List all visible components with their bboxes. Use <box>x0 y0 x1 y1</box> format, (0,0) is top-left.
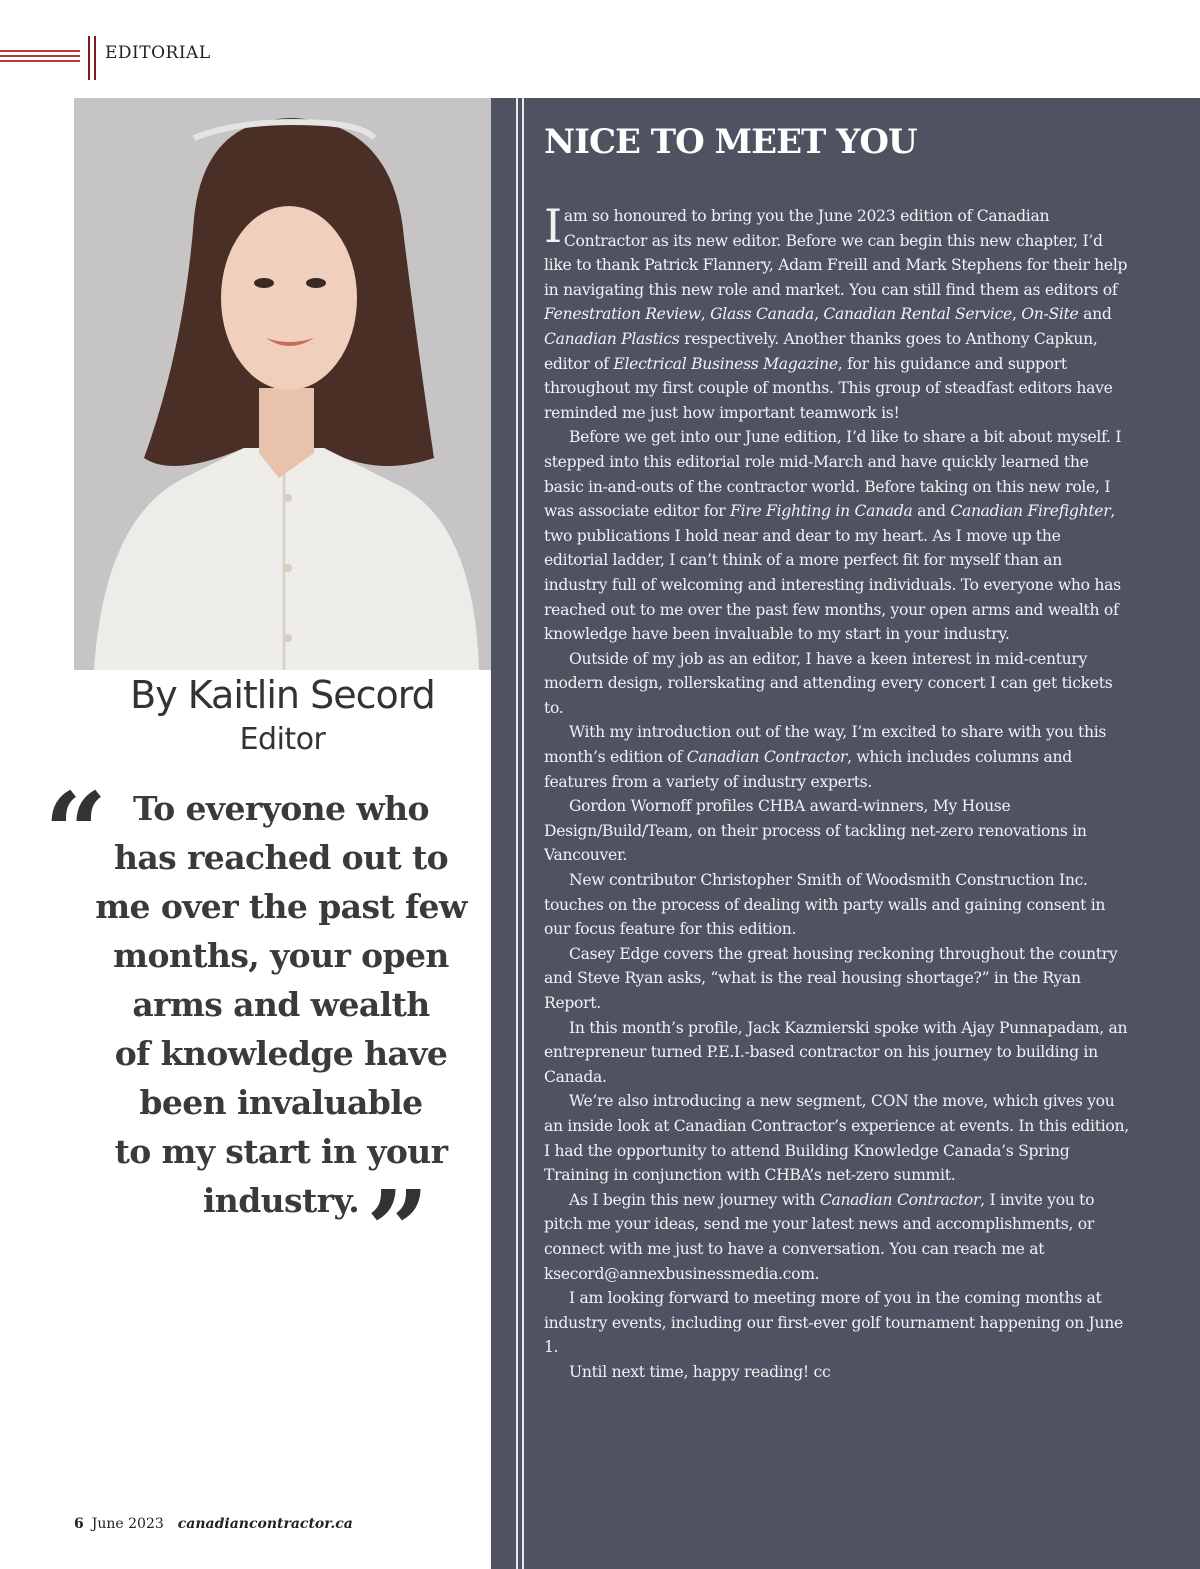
pull-quote-line: of knowledge have <box>114 1034 448 1073</box>
pull-quote-line: arms and wealth <box>132 985 430 1024</box>
paragraph: Outside of my job as an editor, I have a keen interest in mid-century modern design, rollerskating and attending every concert I can get tickets to. <box>544 649 1113 717</box>
text: and <box>912 502 951 521</box>
pull-quote-line: industry. <box>202 1181 360 1220</box>
open-quote-icon: “ <box>44 768 108 897</box>
text: Before we get into our June edition, I’d like to share a bit about myself. I stepped into this editorial role mid-March and have quickly learned the basic in-and-outs of the contractor world. Before taking on this new role, I was associate editor for <box>544 428 1122 521</box>
paragraph: In this month’s profile, Jack Kazmierski spoke with Ajay Punnapadam, an entrepreneur turned P.E.I.-based contractor on his journey to building in Canada. <box>544 1018 1128 1086</box>
paragraph: Casey Edge covers the great housing reckoning throughout the country and Steve Ryan asks, “what is the real housing shortage?” in the Ryan Report. <box>544 944 1118 1012</box>
header-vertical-rule <box>88 36 98 80</box>
portrait-illustration <box>74 98 491 670</box>
page-footer <box>74 1516 353 1532</box>
text: , I invite you to pitch me your ideas, send me your latest news and accomplishments, or connect with me just to have a conversation. You can reach me at ksecord@annexbusinessmedia.com. <box>544 1190 1095 1283</box>
pull-quote <box>92 784 470 1225</box>
pull-quote-line: months, your open <box>113 936 449 975</box>
issue-date: June 2023 <box>91 1516 164 1532</box>
paragraph <box>544 1188 1129 1286</box>
paragraph <box>544 720 1129 794</box>
publication-title: Canadian Firefighter <box>950 502 1111 521</box>
paragraph <box>544 425 1129 646</box>
site-link[interactable]: canadiancontractor.ca <box>177 1516 353 1532</box>
editor-portrait-photo <box>74 98 491 670</box>
publication-title: Canadian Contractor <box>686 748 848 767</box>
pull-quote-line: To everyone who <box>133 789 429 828</box>
header-rule-lines <box>0 50 80 64</box>
paragraph <box>544 199 1129 425</box>
paragraph: We’re also introducing a new segment, CON the move, which gives you an inside look at Canadian Contractor’s experience at events. In this edition, I had the opportunity to attend Building Knowledge Canada’s Spring Training in conjunction with CHBA’s net-zero summit. <box>544 1092 1129 1185</box>
text: , <box>700 305 711 324</box>
pull-quote-line: to my start in your <box>114 1132 448 1171</box>
paragraph: I am looking forward to meeting more of you in the coming months at industry events, including our first-ever golf tournament happening on June 1. <box>544 1289 1123 1357</box>
paragraph: Gordon Wornoff profiles CHBA award-winners, My House Design/Build/Team, on their process of tackling net-zero renovations in Vancouver. <box>544 797 1087 865</box>
paragraph: Until next time, happy reading! cc <box>569 1362 831 1381</box>
publication-title: Canadian Rental Service <box>823 305 1012 324</box>
text: , two publications I hold near and dear to my heart. As I move up the editorial ladder, I can’t think of a more perfect fit for myself than an industry full of welcoming and interesting individuals. To everyone who has reached out to me over the past few months, your open arms and wealth of knowledge have been invaluable to my start in your industry. <box>544 502 1121 644</box>
publication-title: Fire Fighting in Canada <box>730 502 913 521</box>
page-number: 6 <box>74 1516 84 1532</box>
publication-title: Canadian Contractor <box>819 1190 981 1209</box>
panel-rule-left <box>516 98 518 1569</box>
dropcap: I <box>544 199 562 253</box>
article-body <box>544 199 1129 1385</box>
text: With my introduction out of the way, I’m excited to share with you this month’s edition of <box>544 723 1107 767</box>
publication-title: Canadian Plastics <box>544 329 680 348</box>
publication-title: Glass Canada <box>710 305 815 324</box>
publication-title: Fenestration Review <box>544 305 701 324</box>
close-quote-icon: ” <box>366 1166 430 1295</box>
article-title: NICE TO MEET YOU <box>544 122 917 162</box>
text: , for his guidance and support throughout my first couple of months. This group of steadfast editors have reminded me just how important teamwork is! <box>544 354 1113 422</box>
pull-quote-line: been invaluable <box>139 1083 423 1122</box>
text: am so honoured to bring you the June 2023 edition of Canadian Contractor as its new editor. Before we can begin this new chapter, I’d like to thank Patrick Flannery, Adam Freill and Mark Stephens for their help in navigating this new role and market. You can still find them as editors of <box>544 207 1128 299</box>
text: , which includes columns and features from a variety of industry experts. <box>544 748 1072 791</box>
pull-quote-line: has reached out to <box>113 838 449 877</box>
publication-title: Electrical Business Magazine <box>613 354 838 373</box>
pull-quote-line: me over the past few <box>95 887 467 926</box>
text: and <box>1078 305 1112 324</box>
section-label: EDITORIAL <box>105 43 211 63</box>
text: , <box>1011 305 1022 324</box>
panel-rule-right <box>522 98 524 1569</box>
publication-title: On-Site <box>1021 305 1079 324</box>
text: As I begin this new journey with <box>569 1190 820 1209</box>
paragraph: New contributor Christopher Smith of Woodsmith Construction Inc. touches on the process of dealing with party walls and gaining consent in our focus feature for this edition. <box>544 871 1106 939</box>
author-name: By Kaitlin Secord <box>130 673 435 717</box>
text: respectively. Another thanks goes to Anthony Capkun, editor of <box>544 329 1098 373</box>
author-role: Editor <box>239 722 326 757</box>
text: , <box>814 305 824 324</box>
